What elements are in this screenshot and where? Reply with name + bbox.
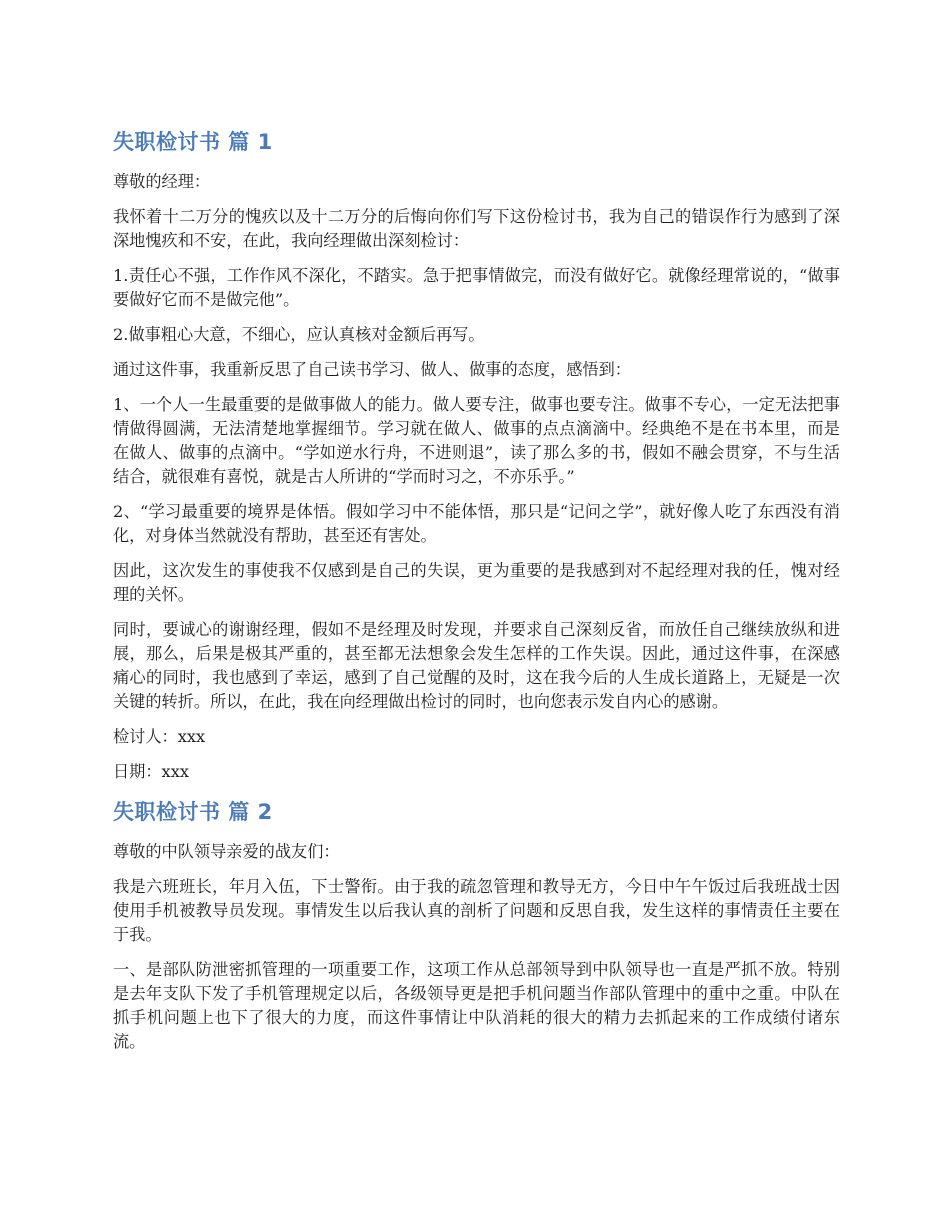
document-page	[113, 126, 840, 1065]
paragraph: 因此，这次发生的事使我不仅感到是自己的失误，更为重要的是我感到对不起经理对我的任，愧对经理的关怀。	[113, 561, 840, 604]
paragraph: 我怀着十二万分的愧疚以及十二万分的后悔向你们写下这份检讨书，我为自己的错误作行为感到了深深地愧疚和不安，在此，我向经理做出深刻检讨：	[113, 207, 840, 250]
section-title: 失职检讨书 篇 2	[113, 800, 273, 824]
salutation: 尊敬的经理：	[113, 172, 211, 191]
section-title: 失职检讨书 篇 1	[113, 130, 273, 154]
paragraph: 2.做事粗心大意，不细心，应认真核对金额后再写。	[113, 325, 485, 344]
paragraph: 同时，要诚心的谢谢经理，假如不是经理及时发现，并要求自己深刻反省，而放任自己继续放纵和进展，那么，后果是极其严重的，甚至都无法想象会发生怎样的工作失误。因此，通过这件事，在深感痛心的同时，我也感到了幸运，感到了自己觉醒的及时，这在我今后的人生成长道路上，无疑是一次关键的转折。所以，在此，我在向经理做出检讨的同时，也向您表示发自内心的感谢。	[113, 620, 840, 711]
signature-line: 检讨人：xxx	[113, 727, 206, 746]
paragraph: 通过这件事，我重新反思了自己读书学习、做人、做事的态度，感悟到：	[113, 360, 631, 379]
paragraph: 1.责任心不强，工作作风不深化，不踏实。急于把事情做完，而没有做好它。就像经理常说的，“做事要做好它而不是做完他”。	[113, 266, 840, 309]
salutation: 尊敬的中队领导亲爱的战友们：	[113, 842, 340, 861]
section-2	[113, 796, 840, 1054]
date-line: 日期：xxx	[113, 762, 189, 781]
paragraph: 2、“学习最重要的境界是体悟。假如学习中不能体悟，那只是“记问之学”，就好像人吃了东西没有消化，对身体当然就没有帮助，甚至还有害处。	[113, 502, 840, 545]
paragraph: 1、一个人一生最重要的是做事做人的能力。做人要专注，做事也要专注。做事不专心，一定无法把事情做得圆满，无法清楚地掌握细节。学习就在做人、做事的点点滴滴中。经典绝不是在书本里，而是在做人、做事的点滴中。“学如逆水行舟，不进则退”，读了那么多的书，假如不融会贯穿，不与生活结合，就很难有喜悦，就是古人所讲的“学而时习之，不亦乐乎。”	[113, 395, 840, 486]
paragraph: 一、是部队防泄密抓管理的一项重要工作，这项工作从总部领导到中队领导也一直是严抓不放。特别是去年支队下发了手机管理规定以后，各级领导更是把手机问题当作部队管理中的重中之重。中队在抓手机问题上也下了很大的力度，而这件事情让中队消耗的很大的精力去抓起来的工作成绩付诸东流。	[113, 960, 840, 1051]
section-1	[113, 126, 840, 784]
paragraph: 我是六班班长，年月入伍，下士警衔。由于我的疏忽管理和教导无方，今日中午午饭过后我班战士因使用手机被教导员发现。事情发生以后我认真的剖析了问题和反思自我，发生这样的事情责任主要在于我。	[113, 877, 840, 944]
